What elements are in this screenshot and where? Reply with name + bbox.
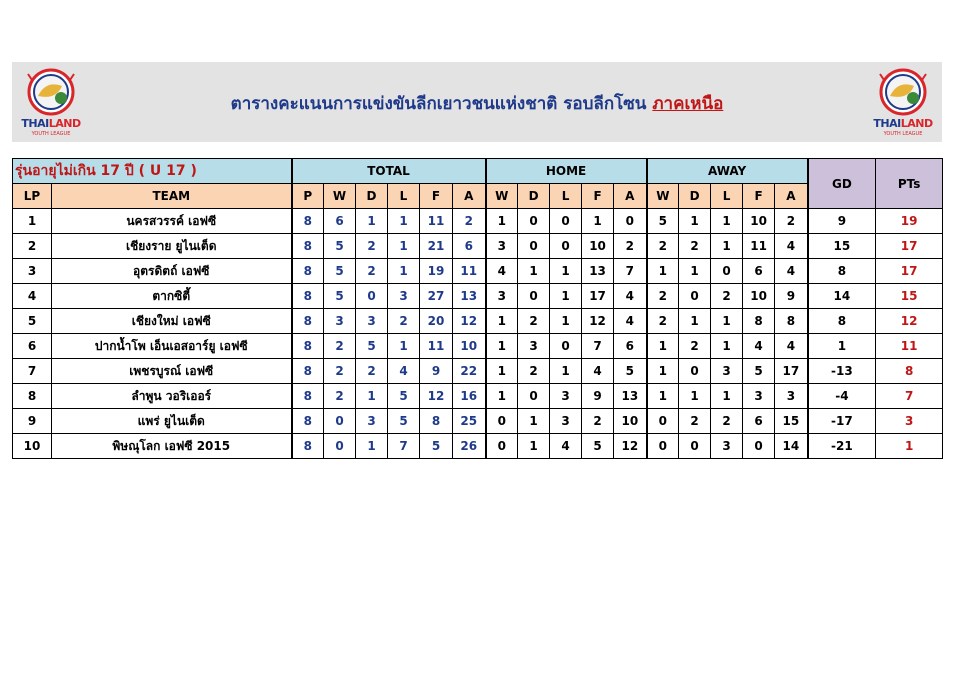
pts-header: PTs [876,159,943,209]
cell-gd: 15 [808,234,876,259]
cell-aa: 9 [775,284,808,309]
cell-af: 3 [743,384,775,409]
cell-team: พิษณุโลก เอฟซี 2015 [52,434,292,459]
cell-aa: 4 [775,234,808,259]
cell-a: 2 [453,209,486,234]
col-away-w: W [647,184,679,209]
cell-d: 2 [356,259,388,284]
cell-hd: 0 [518,234,550,259]
cell-d: 0 [356,284,388,309]
table-row [13,359,943,384]
cell-p: 8 [292,209,324,234]
cell-hl: 1 [550,259,582,284]
table-row [13,234,943,259]
cell-hw: 3 [486,234,518,259]
cell-a: 25 [453,409,486,434]
cell-gd: -4 [808,384,876,409]
cell-af: 0 [743,434,775,459]
col-away-l: L [711,184,743,209]
cell-w: 3 [324,309,356,334]
cell-hw: 0 [486,434,518,459]
cell-team: ตากซิตี้ [52,284,292,309]
cell-lp: 8 [13,384,52,409]
cell-team: เชียงใหม่ เอฟซี [52,309,292,334]
cell-w: 0 [324,434,356,459]
cell-gd: -21 [808,434,876,459]
football-logo-icon [868,66,938,122]
cell-a: 26 [453,434,486,459]
cell-p: 8 [292,359,324,384]
group-home-header: HOME [486,159,647,184]
cell-hl: 3 [550,409,582,434]
cell-hf: 17 [582,284,614,309]
cell-ha: 2 [614,234,647,259]
cell-lp: 7 [13,359,52,384]
gd-header: GD [808,159,876,209]
age-category-label: รุ่นอายุไม่เกิน 17 ปี ( U 17 ) [13,159,292,184]
cell-hl: 1 [550,309,582,334]
cell-ha: 12 [614,434,647,459]
cell-l: 1 [388,334,420,359]
cell-lp: 4 [13,284,52,309]
cell-ad: 0 [679,359,711,384]
col-p: P [292,184,324,209]
cell-a: 13 [453,284,486,309]
cell-hw: 4 [486,259,518,284]
cell-lp: 3 [13,259,52,284]
cell-w: 5 [324,284,356,309]
region-label: ภาคเหนือ [652,94,724,114]
cell-gd: 14 [808,284,876,309]
cell-af: 5 [743,359,775,384]
cell-f: 9 [420,359,453,384]
cell-hd: 1 [518,434,550,459]
cell-gd: 1 [808,334,876,359]
cell-aw: 1 [647,359,679,384]
cell-hw: 1 [486,309,518,334]
cell-d: 1 [356,434,388,459]
cell-pts: 15 [876,284,943,309]
cell-ha: 13 [614,384,647,409]
cell-gd: -13 [808,359,876,384]
cell-hf: 4 [582,359,614,384]
cell-hf: 12 [582,309,614,334]
cell-al: 2 [711,409,743,434]
cell-d: 3 [356,309,388,334]
cell-aw: 2 [647,309,679,334]
col-f: F [420,184,453,209]
cell-aa: 2 [775,209,808,234]
cell-hf: 13 [582,259,614,284]
cell-w: 6 [324,209,356,234]
table-row [13,409,943,434]
cell-l: 3 [388,284,420,309]
cell-f: 8 [420,409,453,434]
logo-text: THAILAND [21,117,81,130]
cell-l: 4 [388,359,420,384]
cell-pts: 3 [876,409,943,434]
cell-lp: 9 [13,409,52,434]
cell-pts: 11 [876,334,943,359]
cell-a: 22 [453,359,486,384]
cell-p: 8 [292,434,324,459]
logo-subtext: YOUTH LEAGUE [31,131,71,137]
cell-p: 8 [292,334,324,359]
cell-hf: 1 [582,209,614,234]
cell-pts: 12 [876,309,943,334]
table-row [13,284,943,309]
cell-p: 8 [292,409,324,434]
cell-ad: 1 [679,209,711,234]
cell-team: ปากน้ำโพ เอ็นเอสอาร์ยู เอฟซี [52,334,292,359]
cell-f: 20 [420,309,453,334]
cell-af: 4 [743,334,775,359]
col-home-f: F [582,184,614,209]
cell-l: 1 [388,234,420,259]
cell-hl: 3 [550,384,582,409]
cell-ad: 1 [679,309,711,334]
cell-ha: 4 [614,284,647,309]
cell-af: 6 [743,259,775,284]
cell-hf: 9 [582,384,614,409]
table-row [13,334,943,359]
cell-gd: -17 [808,409,876,434]
cell-ha: 5 [614,359,647,384]
col-home-d: D [518,184,550,209]
cell-w: 2 [324,384,356,409]
cell-lp: 6 [13,334,52,359]
cell-lp: 2 [13,234,52,259]
table-row [13,259,943,284]
header-banner [12,62,942,142]
cell-hl: 0 [550,209,582,234]
cell-aa: 3 [775,384,808,409]
group-total-header: TOTAL [292,159,486,184]
cell-ad: 2 [679,409,711,434]
cell-hw: 1 [486,209,518,234]
col-a: A [453,184,486,209]
cell-af: 11 [743,234,775,259]
cell-aa: 4 [775,259,808,284]
cell-w: 0 [324,409,356,434]
cell-hd: 0 [518,284,550,309]
cell-pts: 17 [876,259,943,284]
cell-f: 11 [420,334,453,359]
cell-hl: 0 [550,334,582,359]
cell-w: 2 [324,334,356,359]
cell-ad: 0 [679,434,711,459]
cell-p: 8 [292,384,324,409]
cell-hd: 1 [518,409,550,434]
cell-p: 8 [292,284,324,309]
cell-aa: 15 [775,409,808,434]
col-away-a: A [775,184,808,209]
cell-hd: 0 [518,209,550,234]
cell-l: 5 [388,384,420,409]
cell-d: 5 [356,334,388,359]
cell-p: 8 [292,234,324,259]
cell-ha: 7 [614,259,647,284]
cell-hf: 7 [582,334,614,359]
thailand-youth-league-logo-right [868,66,938,138]
col-home-a: A [614,184,647,209]
cell-hl: 0 [550,234,582,259]
cell-hf: 10 [582,234,614,259]
col-d: D [356,184,388,209]
col-lp: LP [13,184,52,209]
page-title: ตารางคะแนนการแข่งขันลีกเยาวชนแห่งชาติ รอบลีกโซน ภาคเหนือ [230,94,724,114]
cell-al: 1 [711,384,743,409]
cell-team: นครสวรรค์ เอฟซี [52,209,292,234]
cell-f: 27 [420,284,453,309]
cell-l: 5 [388,409,420,434]
cell-ha: 6 [614,334,647,359]
cell-f: 5 [420,434,453,459]
cell-hw: 1 [486,359,518,384]
cell-w: 5 [324,234,356,259]
standings-table [12,158,943,459]
col-home-w: W [486,184,518,209]
cell-hf: 5 [582,434,614,459]
col-w: W [324,184,356,209]
table-row [13,384,943,409]
cell-aw: 1 [647,384,679,409]
cell-hw: 0 [486,409,518,434]
cell-pts: 19 [876,209,943,234]
cell-aw: 0 [647,409,679,434]
cell-ha: 10 [614,409,647,434]
cell-al: 1 [711,309,743,334]
cell-w: 5 [324,259,356,284]
table-row [13,309,943,334]
cell-af: 8 [743,309,775,334]
cell-a: 6 [453,234,486,259]
cell-hd: 0 [518,384,550,409]
cell-al: 3 [711,359,743,384]
cell-a: 11 [453,259,486,284]
cell-aw: 1 [647,334,679,359]
cell-al: 3 [711,434,743,459]
cell-hd: 3 [518,334,550,359]
cell-f: 21 [420,234,453,259]
cell-hw: 1 [486,334,518,359]
cell-hl: 4 [550,434,582,459]
cell-l: 1 [388,209,420,234]
col-away-d: D [679,184,711,209]
cell-aa: 8 [775,309,808,334]
cell-ad: 1 [679,384,711,409]
cell-f: 19 [420,259,453,284]
cell-p: 8 [292,309,324,334]
cell-gd: 8 [808,259,876,284]
cell-al: 0 [711,259,743,284]
cell-l: 1 [388,259,420,284]
cell-d: 1 [356,209,388,234]
cell-af: 10 [743,209,775,234]
col-away-f: F [743,184,775,209]
cell-pts: 7 [876,384,943,409]
cell-ad: 2 [679,334,711,359]
cell-al: 1 [711,234,743,259]
cell-ha: 4 [614,309,647,334]
cell-hl: 1 [550,359,582,384]
cell-lp: 10 [13,434,52,459]
cell-p: 8 [292,259,324,284]
cell-hd: 1 [518,259,550,284]
cell-team: เชียงราย ยูไนเต็ด [52,234,292,259]
cell-ha: 0 [614,209,647,234]
col-team: TEAM [52,184,292,209]
cell-ad: 1 [679,259,711,284]
cell-al: 1 [711,334,743,359]
cell-al: 2 [711,284,743,309]
cell-hl: 1 [550,284,582,309]
cell-aw: 2 [647,284,679,309]
logo-subtext: YOUTH LEAGUE [883,131,923,137]
cell-hd: 2 [518,309,550,334]
cell-d: 1 [356,384,388,409]
cell-aw: 0 [647,434,679,459]
cell-team: ลำพูน วอริเออร์ [52,384,292,409]
col-home-l: L [550,184,582,209]
cell-gd: 9 [808,209,876,234]
cell-hw: 1 [486,384,518,409]
cell-aa: 4 [775,334,808,359]
cell-team: แพร่ ยูไนเต็ด [52,409,292,434]
cell-al: 1 [711,209,743,234]
cell-d: 2 [356,359,388,384]
cell-gd: 8 [808,309,876,334]
cell-f: 11 [420,209,453,234]
cell-hd: 2 [518,359,550,384]
cell-pts: 8 [876,359,943,384]
table-row [13,209,943,234]
cell-pts: 1 [876,434,943,459]
group-away-header: AWAY [647,159,808,184]
cell-af: 10 [743,284,775,309]
cell-lp: 1 [13,209,52,234]
cell-f: 12 [420,384,453,409]
cell-hw: 3 [486,284,518,309]
cell-d: 3 [356,409,388,434]
cell-a: 10 [453,334,486,359]
cell-aw: 2 [647,234,679,259]
cell-hf: 2 [582,409,614,434]
cell-a: 12 [453,309,486,334]
table-row [13,434,943,459]
cell-ad: 2 [679,234,711,259]
cell-d: 2 [356,234,388,259]
cell-team: เพชรบูรณ์ เอฟซี [52,359,292,384]
cell-l: 7 [388,434,420,459]
cell-a: 16 [453,384,486,409]
logo-text: THAILAND [873,117,933,130]
cell-aa: 17 [775,359,808,384]
cell-l: 2 [388,309,420,334]
cell-team: อุตรดิตถ์ เอฟซี [52,259,292,284]
cell-aa: 14 [775,434,808,459]
cell-aw: 1 [647,259,679,284]
cell-pts: 17 [876,234,943,259]
cell-ad: 0 [679,284,711,309]
cell-lp: 5 [13,309,52,334]
cell-w: 2 [324,359,356,384]
col-l: L [388,184,420,209]
cell-af: 6 [743,409,775,434]
cell-aw: 5 [647,209,679,234]
